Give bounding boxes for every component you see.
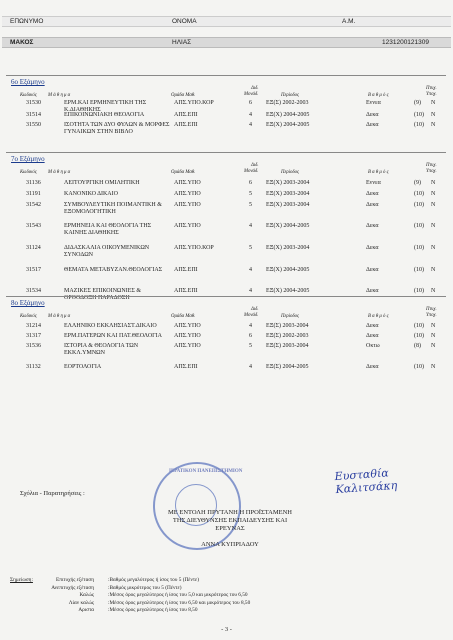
course-group: ΑΠΣ.ΕΠΙ <box>174 112 198 118</box>
column-header-units-2: Μονάδ. <box>244 92 259 97</box>
column-header-course: Μ ά θ η μ α <box>48 314 71 319</box>
course-grade: Εννεα <box>366 180 381 186</box>
student-header-labels <box>2 16 451 27</box>
column-header-mandatory-2: Υποχ. <box>426 92 437 97</box>
course-units: 4 <box>249 122 252 128</box>
course-period: ΕΞ(Χ) 2004-2005 <box>266 112 310 118</box>
course-num: (10) <box>414 223 424 229</box>
course-num: (9) <box>414 180 421 186</box>
course-units: 5 <box>249 343 252 349</box>
course-course: ΕΛΛΗΝΙΚΟ ΕΚΚΛΗΣΙΑΣΤ.ΔΙΚΑΙΟ <box>64 323 157 329</box>
course-num: (10) <box>414 267 424 273</box>
course-units: 5 <box>249 245 252 251</box>
course-num: (10) <box>414 323 424 329</box>
course-period: ΕΞ(Χ) 2003-2004 <box>266 202 310 208</box>
course-grade: Οκτω <box>366 343 380 349</box>
course-group: ΑΠΣ.ΥΠΟ <box>174 202 201 208</box>
course-grade: Δεκα <box>366 112 379 118</box>
course-period: ΕΞ(Σ) 2004-2005 <box>266 364 309 370</box>
official-name: ΑΝΝΑ ΚΥΠΡΙΑΔΟΥ <box>201 541 259 548</box>
course-course: ΙΣΤΟΡΙΑ & ΘΕΟΛΟΓΙΑ ΤΩΝ ΕΚΚΛ.ΥΜΝΩΝ <box>64 343 139 356</box>
course-units: 4 <box>249 288 252 294</box>
course-flag: Ν <box>431 122 436 128</box>
course-group: ΑΠΣ.ΥΠΟ <box>174 343 201 349</box>
column-header-mandatory-1: Πτυχ. <box>426 86 437 91</box>
course-code: 31534 <box>26 288 41 294</box>
course-grade: Δεκα <box>366 333 379 339</box>
column-header <box>6 163 446 181</box>
course-course: ΘΕΜΑΤΑ ΜΕΤΑΒΥΖΑΝ.ΘΕΟΛΟΓΙΑΣ <box>64 267 163 273</box>
student-header-values <box>2 37 451 48</box>
course-course: ΕΠΙΚΟΙΝΩΝΙΑΚΗ ΘΕΟΛΟΓΙΑ <box>64 112 145 118</box>
column-header-grade: Β α θ μ ό ς <box>368 170 389 175</box>
course-code: 31214 <box>26 323 41 329</box>
legend-description: :Μέσος όρος μεγαλύτερος ή ίσος του 5,0 και μικρότερος του 6,50 <box>108 592 248 598</box>
official-line-2: ΤΗΣ ΔΙΕΥΘΥΝΣΗΣ ΕΚΠΑΙΔΕΥΣΗΣ ΚΑΙ <box>172 517 288 524</box>
legend-term: Ανεπιτυχής εξέταση <box>51 584 94 591</box>
course-group: ΑΠΣ.ΕΠΙ <box>174 122 198 128</box>
legend-term: Αριστα <box>78 607 94 613</box>
course-group: ΑΠΣ.ΕΠΙ <box>174 288 198 294</box>
course-period: ΕΞ(Σ) 2002-2003 <box>266 100 309 106</box>
course-num: (10) <box>414 112 424 118</box>
column-header-course: Μ ά θ η μ α <box>48 170 71 175</box>
course-group: ΑΠΣ.ΕΠΙ <box>174 267 198 273</box>
course-num: (10) <box>414 333 424 339</box>
course-period: ΕΞ(Χ) 2004-2005 <box>266 223 310 229</box>
course-num: (9) <box>414 100 421 106</box>
course-num: (10) <box>414 245 424 251</box>
course-grade: Δεκα <box>366 245 379 251</box>
course-course: ΔΙΔΑΣΚΑΛΙΑ ΟΙΚΟΥΜΕΝΙΚΩΝ ΣΥΝΟΔΩΝ <box>64 245 150 258</box>
course-units: 4 <box>249 323 252 329</box>
legend-term: Καλώς <box>79 592 94 598</box>
column-header-code: Κωδικός <box>20 93 37 98</box>
course-course: ΚΑΝΟΝΙΚΟ ΔΙΚΑΙΟ <box>64 191 118 197</box>
column-header-period: Περίοδος <box>281 93 299 98</box>
course-group: ΑΠΣ.ΕΠΙ <box>174 364 198 370</box>
course-code: 31191 <box>26 191 41 197</box>
column-header-units-2: Μονάδ. <box>244 313 259 318</box>
am-value: 1231200121309 <box>382 39 429 46</box>
course-units: 4 <box>249 267 252 273</box>
name-value: ΗΛΙΑΣ <box>172 39 192 46</box>
course-grade: Δεκα <box>366 364 379 370</box>
course-flag: Ν <box>431 112 436 118</box>
official-stamp <box>153 462 241 550</box>
course-units: 5 <box>249 191 252 197</box>
course-flag: Ν <box>431 267 436 273</box>
column-header-units-1: Διδ. <box>251 307 259 312</box>
course-units: 5 <box>249 202 252 208</box>
course-units: 4 <box>249 364 252 370</box>
course-num: (10) <box>414 364 424 370</box>
course-group: ΑΠΣ.ΥΠΟ <box>174 323 201 329</box>
course-course: ΙΣΟΤΗΤΑ ΤΩΝ ΔΥΟ ΦΥΛΩΝ & ΜΟΡΦΕΣ ΓΥΝΑΙΚΩΝ ΣΤΗΝ ΒΙΒΛΟ <box>64 122 170 135</box>
course-course: ΛΕΙΤΟΥΡΓΙΚΗ ΟΜΙΛΗΤΙΚΗ <box>64 180 140 186</box>
course-period: ΕΞ(Σ) 2003-2004 <box>266 323 309 329</box>
course-units: 6 <box>249 100 252 106</box>
column-header-units-1: Διδ. <box>251 86 259 91</box>
course-period: ΕΞ(Χ) 2004-2005 <box>266 288 310 294</box>
course-grade: Δεκα <box>366 122 379 128</box>
course-grade: Δεκα <box>366 267 379 273</box>
course-grade: Δεκα <box>366 191 379 197</box>
course-course: ΕΡΜ.ΚΑΙ ΕΡΜΗΝΕΥΤΙΚΗ ΤΗΣ Κ.ΔΙΑΘΗΚΗΣ <box>64 100 147 113</box>
course-code: 31132 <box>26 364 41 370</box>
course-code: 31536 <box>26 343 41 349</box>
name-label: ΟΝΟΜΑ <box>172 18 197 25</box>
column-header-units-2: Μονάδ. <box>244 169 259 174</box>
course-group: ΑΠΣ.ΥΠΟ.ΚΟΡ <box>174 100 214 106</box>
column-header-group: Ομάδα Μαθ. <box>171 170 196 175</box>
course-num: (10) <box>414 191 424 197</box>
course-grade: Δεκα <box>366 223 379 229</box>
course-num: (10) <box>414 288 424 294</box>
course-grade: Δεκα <box>366 288 379 294</box>
course-code: 31530 <box>26 100 41 106</box>
legend-description: :Βαθμός μικρότερος του 5 (Πέντε) <box>108 584 182 591</box>
legend-description: :Μέσος όρος μεγαλύτερος ή ίσος του 8,50 <box>108 607 198 613</box>
notes-label: Σχόλια - Παρατηρήσεις : <box>20 490 85 497</box>
course-course: ΕΡΜΗΝΕΙΑ ΚΑΙ ΘΕΟΛΟΓΙΑ ΤΗΣ ΚΑΙΝΗΣ ΔΙΑΘΗΚΗΣ <box>64 223 152 236</box>
course-num: (8) <box>414 343 421 349</box>
surname-label: ΕΠΩΝΥΜΟ <box>10 18 44 25</box>
official-line-3: ΕΡΕΥΝΑΣ <box>215 525 245 532</box>
course-units: 6 <box>249 333 252 339</box>
column-header-code: Κωδικός <box>20 170 37 175</box>
course-period: ΕΞ(Χ) 2003-2004 <box>266 191 310 197</box>
course-flag: Ν <box>431 100 436 106</box>
am-label: Α.Μ. <box>342 18 356 25</box>
semester-divider <box>6 75 446 76</box>
official-line-1: ΜΕ ΕΝΤΟΛΗ ΠΡΥΤΑΝΗ Η ΠΡΟΪΣΤΑΜΕΝΗ <box>167 509 293 516</box>
stamp-text: ΙΕΡΑΤΙΚΟΝ ΠΑΝΕΠΙΣΤΗΜΙΟΝ <box>169 469 243 474</box>
course-group: ΑΠΣ.ΥΠΟ <box>174 180 201 186</box>
legend-description: :Βαθμός μεγαλύτερος ή ίσος του 5 (Πέντε) <box>108 577 200 583</box>
course-group: ΑΠΣ.ΥΠΟ <box>174 223 201 229</box>
signature: Ευσταθία Καλιτσάκη <box>334 466 398 497</box>
column-header-course: Μ ά θ η μ α <box>48 93 71 98</box>
course-flag: Ν <box>431 288 436 294</box>
course-num: (10) <box>414 202 424 208</box>
course-flag: Ν <box>431 223 436 229</box>
course-code: 31517 <box>26 267 41 273</box>
course-period: ΕΞ(Χ) 2003-2004 <box>266 245 310 251</box>
course-period: ΕΞ(Χ) 2003-2004 <box>266 180 310 186</box>
course-code: 31542 <box>26 202 41 208</box>
course-grade: Δεκα <box>366 323 379 329</box>
course-group: ΑΠΣ.ΥΠΟ.ΚΟΡ <box>174 245 214 251</box>
course-flag: Ν <box>431 343 436 349</box>
course-period: ΕΞ(Σ) 2002-2003 <box>266 333 309 339</box>
course-grade: Δεκα <box>366 202 379 208</box>
column-header-group: Ομάδα Μαθ. <box>171 314 196 319</box>
course-course: ΜΑΖΙΚΕΣ ΕΠΙΚΟΙΝΩΝΙΕΣ & ΟΡΘΟΔΟΞΗ ΠΑΡΑΔΟΣΗ <box>64 288 142 301</box>
course-code: 31124 <box>26 245 41 251</box>
course-code: 31543 <box>26 223 41 229</box>
column-header-mandatory-1: Πτυχ. <box>426 307 437 312</box>
course-flag: Ν <box>431 202 436 208</box>
column-header-period: Περίοδος <box>281 314 299 319</box>
course-flag: Ν <box>431 323 436 329</box>
semester-title: 8ο Εξάμηνο <box>11 299 45 307</box>
column-header-period: Περίοδος <box>281 170 299 175</box>
column-header-code: Κωδικός <box>20 314 37 319</box>
column-header-grade: Β α θ μ ό ς <box>368 93 389 98</box>
semester-divider <box>6 152 446 153</box>
course-code: 31514 <box>26 112 41 118</box>
semester-title: 7ο Εξάμηνο <box>11 155 45 163</box>
legend-description: :Μέσος όρος μεγαλύτερος ή ίσος του 6,50 και μικρότερος του 8,50 <box>108 599 251 606</box>
course-flag: Ν <box>431 364 436 370</box>
course-units: 4 <box>249 223 252 229</box>
page-number: - 3 - <box>221 626 232 633</box>
column-header-units-1: Διδ. <box>251 163 259 168</box>
course-flag: Ν <box>431 191 436 197</box>
course-flag: Ν <box>431 333 436 339</box>
column-header-mandatory-1: Πτυχ. <box>426 163 437 168</box>
course-num: (10) <box>414 122 424 128</box>
course-grade: Εννεα <box>366 100 381 106</box>
course-flag: Ν <box>431 245 436 251</box>
column-header-group: Ομάδα Μαθ. <box>171 93 196 98</box>
surname-value: ΜΑΚΟΣ <box>10 39 34 46</box>
course-code: 31550 <box>26 122 41 128</box>
course-code: 31136 <box>26 180 41 186</box>
course-period: ΕΞ(Χ) 2004-2005 <box>266 122 310 128</box>
column-header-mandatory-2: Υποχ. <box>426 313 437 318</box>
column-header-mandatory-2: Υποχ. <box>426 169 437 174</box>
course-group: ΑΠΣ.ΥΠΟ <box>174 191 201 197</box>
semester-title: 6ο Εξάμηνο <box>11 78 45 86</box>
legend-term: Επιτυχής εξέταση <box>56 577 94 583</box>
course-course: ΣΥΜΒΟΥΛΕΥΤΙΚΗ ΠΟΙΜΑΝΤΙΚΗ & ΕΞΟΜΟΛΟΓΗΤΙΚΗ <box>64 202 162 215</box>
course-period: ΕΞ(Σ) 2003-2004 <box>266 343 309 349</box>
semester-divider <box>6 296 446 297</box>
legend-title: Σημείωση: <box>10 577 33 583</box>
course-flag: Ν <box>431 180 436 186</box>
course-units: 6 <box>249 180 252 186</box>
course-group: ΑΠΣ.ΥΠΟ <box>174 333 201 339</box>
course-units: 4 <box>249 112 252 118</box>
course-course: ΕΟΡΤΟΛΟΓΙΑ <box>64 364 102 370</box>
course-course: ΕΡΜ.ΠΑΤΕΡΩΝ ΚΑΙ ΠΑΤ.ΘΕΟΛΟΓΙΑ <box>64 333 162 339</box>
course-period: ΕΞ(Χ) 2004-2005 <box>266 267 310 273</box>
course-code: 31317 <box>26 333 41 339</box>
legend-term: Λίαν καλώς <box>68 599 94 606</box>
column-header-grade: Β α θ μ ό ς <box>368 314 389 319</box>
